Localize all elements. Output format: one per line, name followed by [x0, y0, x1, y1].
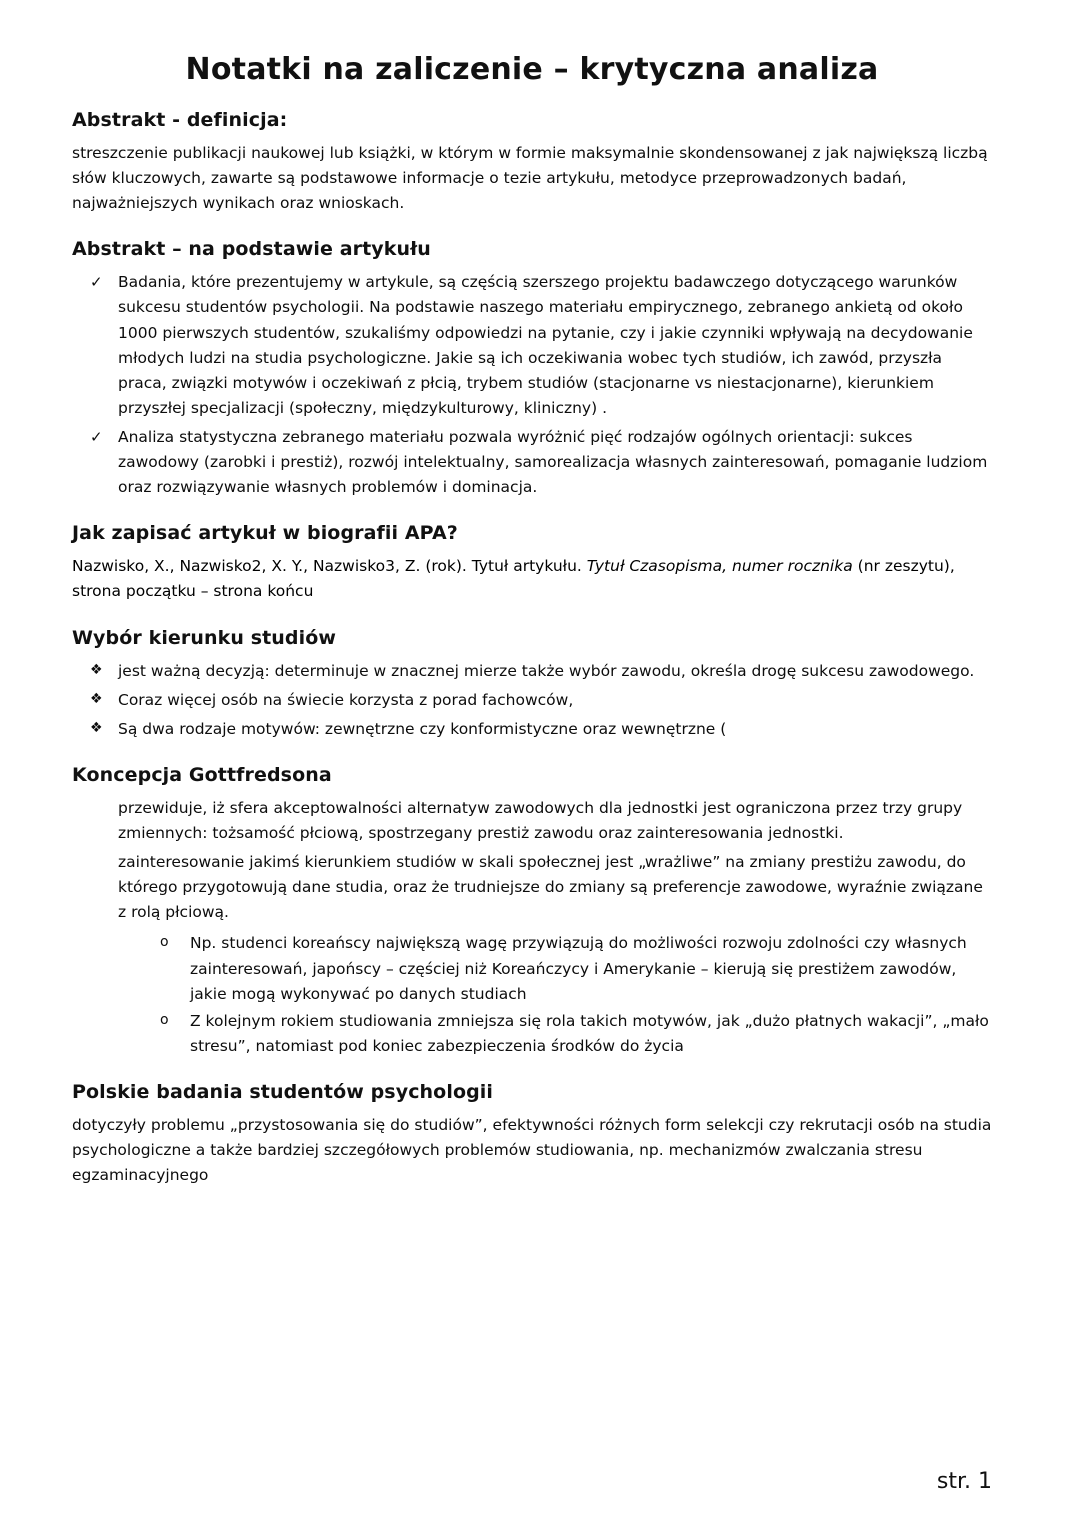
heading-polskie-badania: Polskie badania studentów psychologii — [72, 1080, 494, 1103]
circle-bullet-icon: o — [160, 934, 169, 951]
check-icon: ✓ — [90, 427, 103, 446]
list-item — [144, 1009, 992, 1059]
apa-journal-italic: Tytuł Czasopisma, numer rocznika — [586, 557, 853, 576]
diamond-bullet-icon: ❖ — [90, 690, 103, 707]
list-item-text: Np. studenci koreańscy największą wagę przywiązują do możliwości rozwoju zdolności czy własnych zainteresowań, japońscy – częściej niż Koreańczycy i Amerykanie – kierują się prestiżem zawodów, jakie mogą wykonywać po danych studiach — [190, 934, 967, 1003]
page-number: str. 1 — [936, 1469, 992, 1494]
list-item-text: Z kolejnym rokiem studiowania zmniejsza się rola takich motywów, jak „dużo płatnych wakacji”, „mało stresu”, natomiast pod koniec zabezpieczenia środków do życia — [190, 1011, 989, 1055]
heading-abstrakt-artykul: Abstrakt – na podstawie artykułu — [72, 238, 431, 261]
page-title: Notatki na zaliczenie – krytyczna analiza — [185, 52, 879, 87]
list-item-text: Badania, które prezentujemy w artykule, są częścią szerszego projektu badawczego dotyczącego warunków sukcesu studentów psychologii. Na podstawie naszego materiału empirycznego, zebranego ankietą od około 1000 pierwszych studentów, szukaliśmy odpowiedzi na pytanie, czy i jakie czynniki wpływają na decydowanie młodych ludzi na studia psychologiczne. Jakie są ich oczekiwania wobec tych studiów, ich zawód, przyszła praca, związki motywów i oczekiwań z płcią, trybem studiów (stacjonarne vs niestacjonarne), kierunkiem przyszłej specjalizacji (społeczny, międzykulturowy, kliniczny) . — [118, 273, 973, 417]
circle-bullet-icon: o — [160, 1011, 169, 1028]
paragraph-apa-citation — [72, 554, 992, 604]
list-item-text: Analiza statystyczna zebranego materiału pozwala wyróżnić pięć rodzajów ogólnych orientacji: sukces zawodowy (zarobki i prestiż), rozwój intelektualny, samorealizacja własnych zainteresowań, pomaganie ludziom oraz rozwiązywanie własnych problemów i dominacja. — [118, 427, 988, 497]
list-item-text: zainteresowanie jakimś kierunkiem studiów w skali społecznej jest „wrażliwe” na zmiany prestiżu zawodu, do którego przygotowują dane studia, oraz że trudniejsze do zmiany są preferencje zawodowe, wyraźnie związane z rolą płciową. — [118, 853, 983, 922]
list-wybor-kierunku — [72, 659, 992, 742]
diamond-bullet-icon: ❖ — [90, 661, 103, 678]
list-item-text: jest ważną decyzją: determinuje w znacznej mierze także wybór zawodu, określa drogę sukcesu zawodowego. — [118, 661, 975, 680]
list-item — [72, 425, 992, 500]
list-item — [72, 270, 992, 421]
paragraph-abstrakt-definicja: streszczenie publikacji naukowej lub książki, w którym w formie maksymalnie skondensowanej z jak największą liczbą słów kluczowych, zawarte są podstawowe informacje o tezie artykułu, metodyce przeprowadzonych badań, najważniejszych wynikach oraz wnioskach. — [72, 144, 988, 213]
heading-abstrakt-definicja: Abstrakt - definicja: — [72, 109, 288, 131]
list-item — [72, 688, 992, 713]
list-item — [72, 796, 992, 846]
heading-wybor-kierunku: Wybór kierunku studiów — [72, 626, 337, 649]
sublist-koncepcja-gottfredsona — [72, 931, 992, 1059]
list-item — [144, 931, 992, 1006]
list-item — [72, 717, 992, 742]
apa-part-one: Nazwisko, X., Nazwisko2, X. Y., Nazwisko3, Z. (rok). Tytuł artykułu. — [72, 557, 587, 576]
diamond-bullet-icon: ❖ — [90, 719, 103, 736]
heading-apa: Jak zapisać artykuł w biografii APA? — [72, 522, 458, 545]
apa-part-two: (nr zeszytu), strona początku – strona końcu — [72, 557, 955, 601]
check-icon: ✓ — [90, 273, 103, 292]
list-item — [72, 850, 992, 925]
list-item-text: Są dwa rodzaje motywów: zewnętrzne czy konformistyczne oraz wewnętrzne ( — [118, 719, 727, 738]
list-koncepcja-gottfredsona — [72, 796, 992, 926]
paragraph-polskie-badania: dotyczyły problemu „przystosowania się do studiów”, efektywności różnych form selekcji czy rekrutacji osób na studia psychologiczne a także bardziej szczegółowych problemów studiowania, np. mechanizmów zwalczania stresu egzaminacyjnego — [72, 1115, 992, 1185]
list-item — [72, 659, 992, 684]
heading-koncepcja-gottfredsona: Koncepcja Gottfredsona — [72, 763, 332, 786]
list-abstrakt-artykul — [72, 270, 992, 500]
list-item-text: Coraz więcej osób na świecie korzysta z porad fachowców, — [118, 690, 574, 709]
list-item-text: przewiduje, iż sfera akceptowalności alternatyw zawodowych dla jednostki jest ograniczona przez trzy grupy zmiennych: tożsamość płciową, spostrzegany prestiż zawodu oraz zainteresowania jednostki. — [118, 798, 963, 842]
